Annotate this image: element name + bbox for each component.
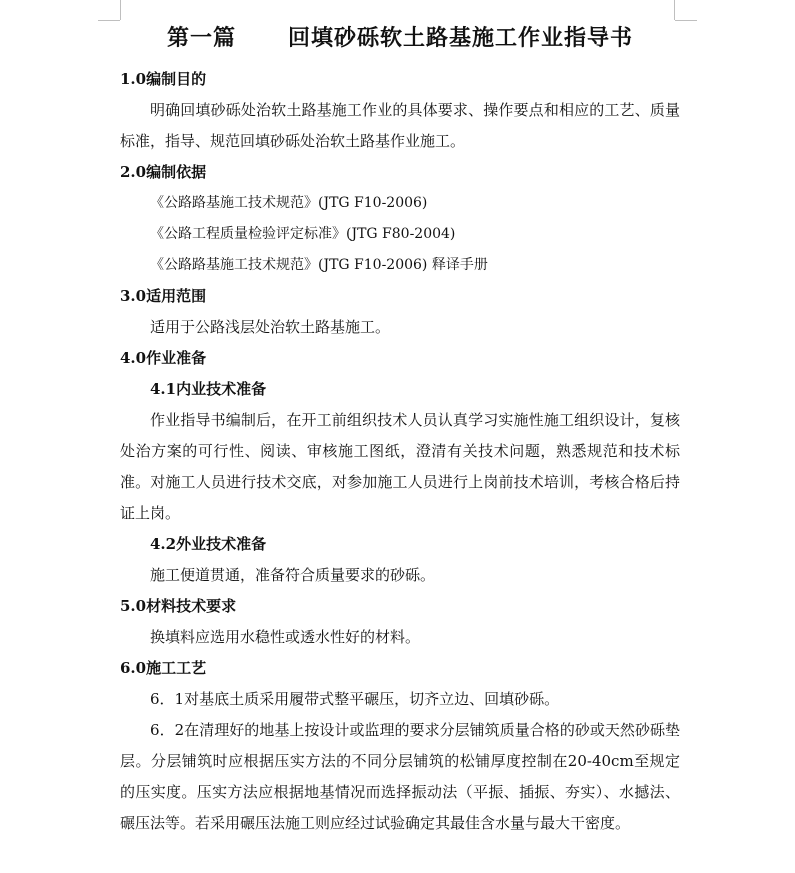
crop-mark-top-right-vertical <box>674 0 675 20</box>
document-title: 第一篇 回填砂砾软土路基施工作业指导书 <box>167 25 633 51</box>
section-body-6-2: 6．2在清理好的地基上按设计或监理的要求分层铺筑质量合格的砂或天然砂砾垫层。分层铺筑时应根据压实方法的不同分层铺筑的松铺厚度控制在20-40cm至规定的压实度。压实方法应根据地基情况而选择振动法（平振、插振、夯实）、水撼法、碾压法等。若采用碾压法施工则应经过试验确定其最佳含水量与最大干密度。 <box>120 721 680 832</box>
subsection-body-4-2: 施工便道贯通，准备符合质量要求的砂砾。 <box>150 566 436 584</box>
reference-item: 《公路路基施工技术规范》(JTG F10-2006) 释译手册 <box>150 257 488 273</box>
document-body[interactable] <box>120 22 680 839</box>
reference-item: 《公路工程质量检验评定标准》(JTG F80-2004) <box>150 226 456 242</box>
subsection-heading-4-1: 4.1内业技术准备 <box>150 380 267 398</box>
crop-mark-top-right-horizontal <box>675 20 697 21</box>
section-body-5: 换填料应选用水稳性或透水性好的材料。 <box>150 628 421 646</box>
section-heading-1: 1.0编制目的 <box>120 70 207 88</box>
section-heading-6: 6.0施工工艺 <box>120 659 207 677</box>
crop-mark-top-left-vertical <box>120 0 121 20</box>
section-body-6-1: 6．1对基底土质采用履带式整平碾压，切齐立边、回填砂砾。 <box>150 690 560 708</box>
reference-item: 《公路路基施工技术规范》(JTG F10-2006) <box>150 195 428 211</box>
subsection-body-4-1: 作业指导书编制后，在开工前组织技术人员认真学习实施性施工组织设计，复核处治方案的可行性、阅读、审核施工图纸，澄清有关技术问题，熟悉规范和技术标准。对施工人员进行技术交底，对参加施工人员进行上岗前技术培训，考核合格后持证上岗。 <box>120 411 680 522</box>
section-heading-5: 5.0材料技术要求 <box>120 597 237 615</box>
section-heading-4: 4.0作业准备 <box>120 349 207 367</box>
section-heading-3: 3.0适用范围 <box>120 287 207 305</box>
section-body-1: 明确回填砂砾处治软土路基施工作业的具体要求、操作要点和相应的工艺、质量标准，指导、规范回填砂砾处治软土路基作业施工。 <box>120 101 680 150</box>
subsection-heading-4-2: 4.2外业技术准备 <box>150 535 267 553</box>
crop-mark-top-left-horizontal <box>98 20 120 21</box>
section-body-3: 适用于公路浅层处治软土路基施工。 <box>150 318 391 336</box>
section-heading-2: 2.0编制依据 <box>120 163 207 181</box>
